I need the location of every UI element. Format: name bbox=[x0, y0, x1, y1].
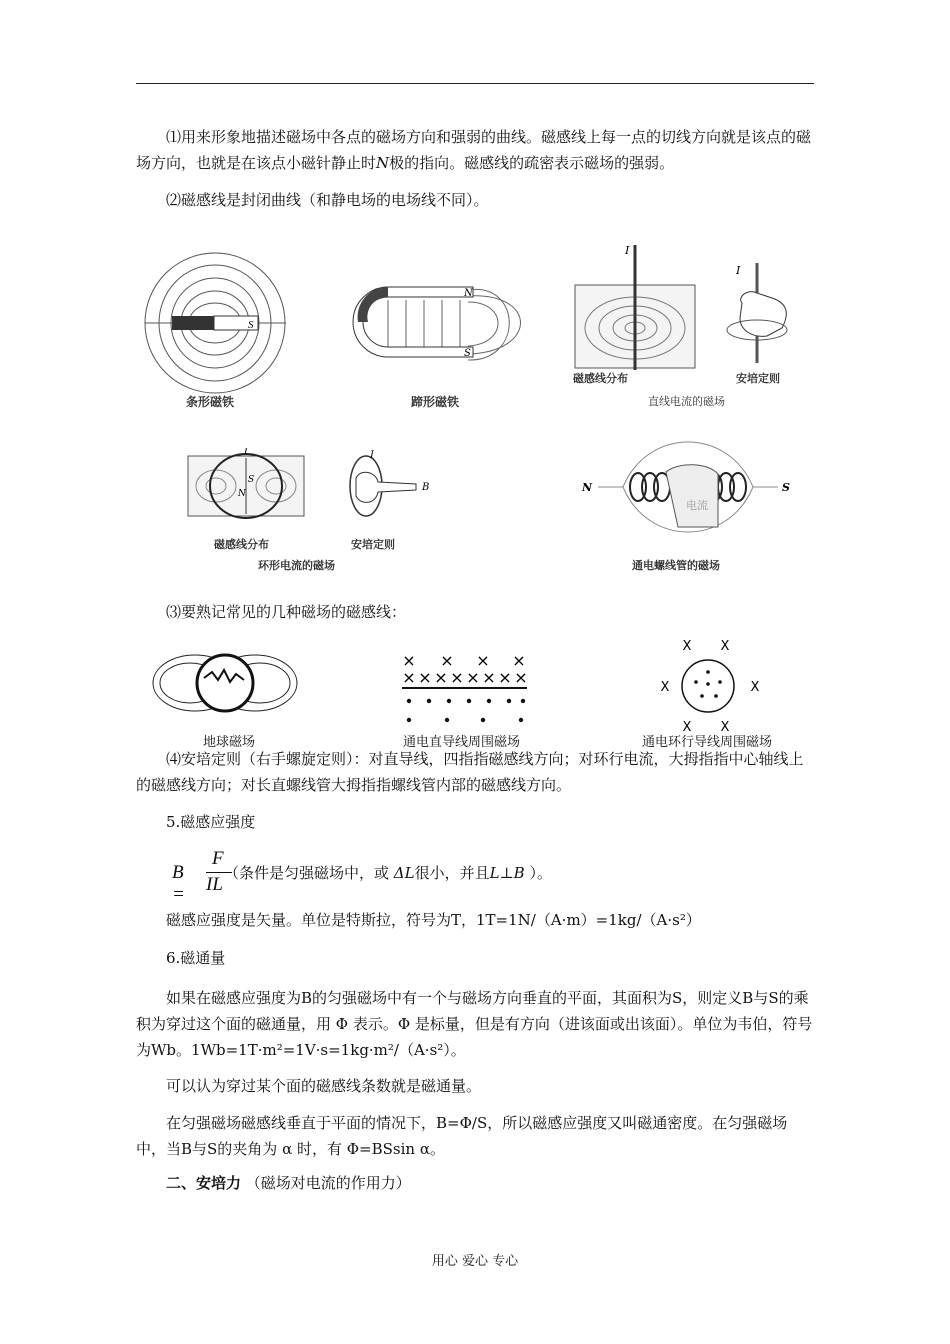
svg-text:N: N bbox=[238, 489, 246, 499]
ampere-rule-label-2: 安培定则 bbox=[351, 538, 395, 551]
svg-text:×: × bbox=[402, 651, 416, 670]
ring-wire-label: 通电环行导线周围磁场 bbox=[642, 735, 773, 750]
svg-text:N: N bbox=[464, 288, 473, 299]
solenoid-figure bbox=[578, 432, 798, 552]
svg-text:×: × bbox=[450, 668, 464, 687]
svg-text:N: N bbox=[582, 481, 593, 494]
section-heading-2: 二、安培力 （磁场对电流的作用力） bbox=[166, 1174, 411, 1192]
formula-condition: （条件是匀强磁场中，或 ΔL很小，并且L⊥B ）。 bbox=[224, 864, 552, 882]
svg-text:X: X bbox=[682, 639, 692, 654]
paragraph-8: 在匀强磁场磁感线垂直于平面的情况下，B=Φ/S，所以磁感应强度又叫磁通密度。在匀强磁场中，当B与S的夹角为 α 时，有 Φ=BSsin α。 bbox=[136, 1114, 788, 1158]
ampere-rule-hand-1 bbox=[712, 258, 802, 368]
page-footer: 用心 爱心 专心 bbox=[431, 1254, 519, 1269]
svg-text:×: × bbox=[514, 668, 528, 687]
svg-text:电流: 电流 bbox=[686, 499, 708, 512]
straight-dist-label: 磁感线分布 bbox=[573, 372, 628, 385]
earth-field-label: 地球磁场 bbox=[203, 735, 256, 750]
svg-text:×: × bbox=[418, 668, 432, 687]
heading-5: 5.磁感应强度 bbox=[166, 813, 256, 831]
svg-text:S: S bbox=[248, 319, 254, 331]
svg-text:B: B bbox=[422, 482, 430, 493]
svg-text:X: X bbox=[720, 720, 730, 732]
ring-current-label: 环形电流的磁场 bbox=[258, 559, 335, 572]
heading-6: 6.磁通量 bbox=[166, 949, 226, 967]
paragraph-3: ⑶要熟记常见的几种磁场的磁感线： bbox=[166, 603, 407, 621]
ampere-rule-label-1: 安培定则 bbox=[736, 372, 780, 385]
svg-text:X: X bbox=[750, 680, 760, 695]
svg-text:X: X bbox=[682, 720, 692, 732]
straight-wire-label: 通电直导线周围磁场 bbox=[403, 735, 521, 750]
svg-text:×: × bbox=[434, 668, 448, 687]
magnet-n-half bbox=[172, 316, 214, 330]
svg-text:×: × bbox=[476, 651, 490, 670]
straight-wire-figure bbox=[397, 650, 532, 730]
ring-dist-label: 磁感线分布 bbox=[214, 538, 269, 551]
svg-text:×: × bbox=[402, 668, 416, 687]
svg-text:×: × bbox=[440, 651, 454, 670]
ring-current-figure bbox=[186, 448, 306, 533]
svg-text:I: I bbox=[370, 450, 374, 461]
svg-text:×: × bbox=[466, 668, 480, 687]
bar-magnet-figure bbox=[140, 248, 290, 398]
paragraph-4: ⑷安培定则（右手螺旋定则）：对直导线，四指指磁感线方向；对环行电流，大拇指指中心轴线上的磁感线方向；对长直螺线管大拇指指螺线管内部的磁感线方向。 bbox=[136, 750, 804, 794]
paragraph-6: 如果在磁感应强度为B的匀强磁场中有一个与磁场方向垂直的平面，其面积为S，则定义B与S的乘积为穿过这个面的磁通量，用 Φ 表示。Φ 是标量，但是有方向（进该面或出该面）。单位为韦伯，符号为Wb。1Wb=1T·m²=1V·s=1kg·m²/（A·s²）。 bbox=[136, 989, 813, 1059]
straight-current-figure bbox=[570, 240, 700, 375]
svg-text:I: I bbox=[736, 264, 741, 277]
ampere-rule-hand-2 bbox=[336, 448, 436, 528]
svg-text:S: S bbox=[248, 475, 255, 485]
svg-text:X: X bbox=[660, 680, 670, 695]
header-rule bbox=[136, 83, 814, 84]
svg-text:×: × bbox=[498, 668, 512, 687]
svg-text:X: X bbox=[720, 639, 730, 654]
svg-text:I: I bbox=[244, 448, 248, 457]
paragraph-2: ⑵磁感线是封闭曲线（和静电场的电场线不同）。 bbox=[166, 191, 489, 209]
paragraph-1: ⑴用来形象地描述磁场中各点的磁场方向和强弱的曲线。磁感线上每一点的切线方向就是该点的磁场方向，也就是在该点小磁针静止时N极的指向。磁感线的疏密表示磁场的强弱。 bbox=[136, 128, 812, 172]
earth-field-figure bbox=[150, 638, 300, 728]
horseshoe-magnet-figure bbox=[348, 262, 548, 372]
svg-text:S: S bbox=[782, 481, 790, 494]
svg-text:I: I bbox=[625, 244, 630, 257]
paragraph-5: 磁感应强度是矢量。单位是特斯拉，符号为T，1T=1N/（A·m）=1kg/（A·s²） bbox=[166, 911, 701, 929]
straight-current-label: 直线电流的磁场 bbox=[648, 395, 725, 408]
paragraph-7: 可以认为穿过某个面的磁感线条数就是磁通量。 bbox=[166, 1077, 482, 1095]
svg-text:×: × bbox=[512, 651, 526, 670]
horseshoe-magnet-label: 蹄形磁铁 bbox=[411, 395, 460, 409]
svg-text:×: × bbox=[482, 668, 496, 687]
solenoid-label: 通电螺线管的磁场 bbox=[632, 559, 720, 572]
svg-text:S: S bbox=[464, 348, 471, 359]
bar-magnet-label: 条形磁铁 bbox=[186, 395, 235, 409]
ring-wire-figure bbox=[650, 634, 770, 732]
